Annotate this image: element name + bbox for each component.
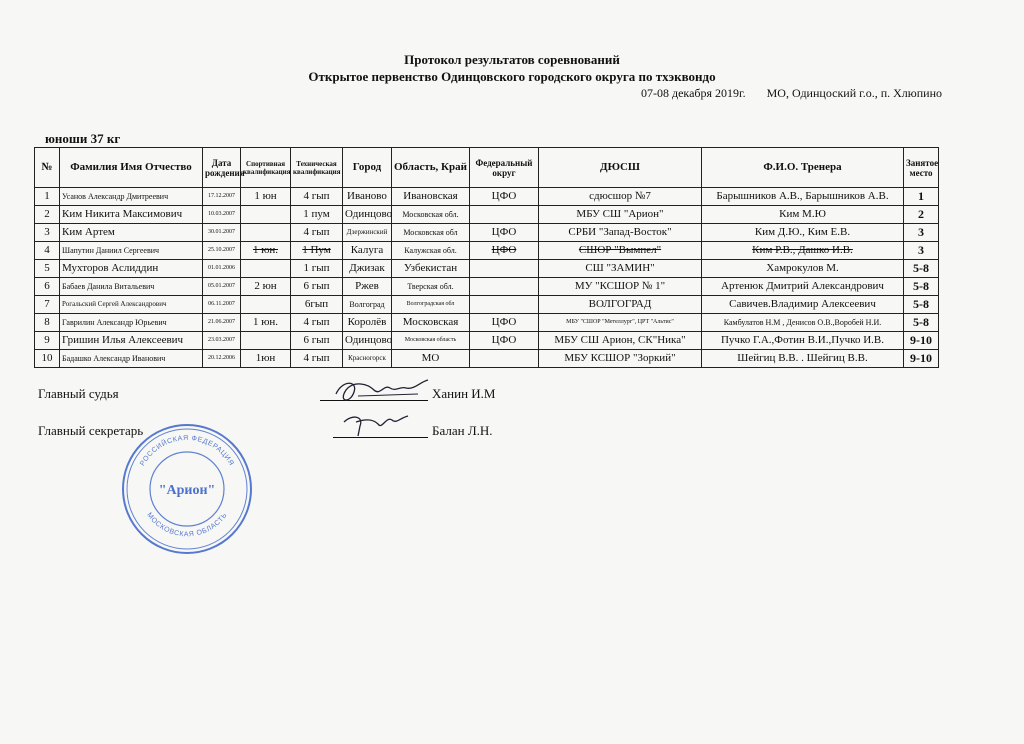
cell-tech-qual: 1 пум xyxy=(291,206,343,224)
cell-dob: 25.10.2007 xyxy=(203,242,241,260)
cell-school: МБУ СШ "Арион" xyxy=(539,206,702,224)
cell-place: 3 xyxy=(904,242,939,260)
cell-place: 9-10 xyxy=(904,350,939,368)
cell-city: Волгоград xyxy=(343,296,392,314)
cell-city: Королёв xyxy=(343,314,392,332)
col-header-dob: Дата рождения xyxy=(203,148,241,188)
cell-coach: Ким М.Ю xyxy=(702,206,904,224)
cell-number: 7 xyxy=(35,296,60,314)
cell-number: 8 xyxy=(35,314,60,332)
weight-category: юноши 37 кг xyxy=(45,131,121,146)
cell-coach: Пучко Г.А.,Фотин В.И.,Пучко И.В. xyxy=(702,332,904,350)
cell-number: 5 xyxy=(35,260,60,278)
judge-label: Главный судья xyxy=(38,386,119,401)
cell-region: МО xyxy=(392,350,470,368)
event-date: 07-08 декабря 2019г. xyxy=(641,86,746,100)
cell-district-text: ЦФО xyxy=(491,244,517,256)
cell-region: Калужская обл. xyxy=(392,242,470,260)
col-header-school: ДЮСШ xyxy=(539,148,702,188)
cell-sport-qual xyxy=(241,260,291,278)
cell-school: МБУ КСШОР "Зоркий" xyxy=(539,350,702,368)
cell-name: Шапутин Даниил Сергеевич xyxy=(60,242,203,260)
col-header-place: Занятое место xyxy=(904,148,939,188)
cell-number: 2 xyxy=(35,206,60,224)
cell-name: Гришин Илья Алексеевич xyxy=(60,332,203,350)
table-row xyxy=(35,260,939,278)
cell-school xyxy=(539,242,702,260)
table-row xyxy=(35,332,939,350)
cell-sport-qual xyxy=(241,332,291,350)
cell-region: Московская область xyxy=(392,332,470,350)
table-row xyxy=(35,224,939,242)
document-title: Протокол результатов соревнований xyxy=(404,52,620,67)
cell-city: Красногорск xyxy=(343,350,392,368)
table-row xyxy=(35,206,939,224)
cell-coach: Ким Д.Ю., Ким Е.В. xyxy=(702,224,904,242)
cell-tech-qual: 4 гып xyxy=(291,314,343,332)
cell-name: Ким Артем xyxy=(60,224,203,242)
cell-number: 3 xyxy=(35,224,60,242)
cell-number: 10 xyxy=(35,350,60,368)
cell-tech-qual: 6 гып xyxy=(291,278,343,296)
cell-coach: Камбулатов Н.М , Денисов О.В.,Воробей Н.И. xyxy=(702,314,904,332)
cell-school: МБУ СШ Арион, СК"Ника" xyxy=(539,332,702,350)
stamp-center-text: "Арион" xyxy=(158,483,216,498)
cell-city: Калуга xyxy=(343,242,392,260)
cell-region: Ивановская xyxy=(392,188,470,206)
col-header-name: Фамилия Имя Отчество xyxy=(60,148,203,188)
cell-place: 5-8 xyxy=(904,296,939,314)
cell-district xyxy=(470,350,539,368)
cell-name: Ким Никита Максимович xyxy=(60,206,203,224)
svg-text:МОСКОВСКАЯ ОБЛАСТЬ xyxy=(145,512,229,539)
col-header-sport-qual: Спортивная квалификация xyxy=(241,148,291,188)
col-header-district: Федеральный округ xyxy=(470,148,539,188)
results-table xyxy=(34,147,939,368)
cell-name: Гаврилин Александр Юрьевич xyxy=(60,314,203,332)
col-header-tech-qual: Техническая квалификация xyxy=(291,148,343,188)
cell-city: Иваново xyxy=(343,188,392,206)
cell-region: Московская обл. xyxy=(392,206,470,224)
cell-region: Узбекистан xyxy=(392,260,470,278)
cell-region: Московская xyxy=(392,314,470,332)
cell-city: Ржев xyxy=(343,278,392,296)
cell-sport-qual xyxy=(241,224,291,242)
table-row xyxy=(35,314,939,332)
date-place-line xyxy=(641,86,942,101)
cell-tech-qual: 6гып xyxy=(291,296,343,314)
cell-coach: Артенюк Дмитрий Александрович xyxy=(702,278,904,296)
cell-dob: 21.06.2007 xyxy=(203,314,241,332)
table-row xyxy=(35,242,939,260)
cell-sport-qual-text: 1 юн. xyxy=(252,244,279,256)
cell-district: ЦФО xyxy=(470,332,539,350)
judge-name: Ханин И.М xyxy=(432,386,496,401)
cell-place: 9-10 xyxy=(904,332,939,350)
cell-tech-qual: 4 гып xyxy=(291,188,343,206)
cell-place: 3 xyxy=(904,224,939,242)
cell-dob: 01.01.2006 xyxy=(203,260,241,278)
cell-district: ЦФО xyxy=(470,224,539,242)
cell-number: 4 xyxy=(35,242,60,260)
cell-coach xyxy=(702,242,904,260)
cell-name: Усанов Александр Дмитреевич xyxy=(60,188,203,206)
cell-sport-qual xyxy=(241,242,291,260)
cell-dob: 05.01.2007 xyxy=(203,278,241,296)
table-header-row xyxy=(35,148,939,188)
cell-number: 9 xyxy=(35,332,60,350)
cell-tech-qual: 4 гып xyxy=(291,224,343,242)
svg-text:РОССИЙСКАЯ ФЕДЕРАЦИЯ xyxy=(139,435,235,467)
cell-school: сдюсшор №7 xyxy=(539,188,702,206)
cell-coach: Барышников А.В., Барышников А.В. xyxy=(702,188,904,206)
cell-number: 1 xyxy=(35,188,60,206)
cell-school-text: СШОР "Вымпел" xyxy=(578,244,662,256)
event-place: МО, Одинцоский г.о., п. Хлюпино xyxy=(766,86,942,100)
cell-name: Бадашко Александр Иванович xyxy=(60,350,203,368)
cell-city: Дзержинский xyxy=(343,224,392,242)
cell-place: 2 xyxy=(904,206,939,224)
cell-district xyxy=(470,242,539,260)
cell-tech-qual: 4 гып xyxy=(291,350,343,368)
cell-school: СРБИ "Запад-Восток" xyxy=(539,224,702,242)
table-row xyxy=(35,296,939,314)
cell-coach-text: Ким Р.В., Дашко И.В. xyxy=(752,244,853,256)
cell-sport-qual xyxy=(241,206,291,224)
secretary-label: Главный секретарь xyxy=(38,423,144,438)
cell-sport-qual: 2 юн xyxy=(241,278,291,296)
cell-dob: 20.12.2006 xyxy=(203,350,241,368)
cell-name: Мухторов Аслиддин xyxy=(60,260,203,278)
cell-district: ЦФО xyxy=(470,188,539,206)
cell-sport-qual xyxy=(241,296,291,314)
cell-district xyxy=(470,278,539,296)
cell-place: 5-8 xyxy=(904,260,939,278)
cell-coach: Хамрокулов М. xyxy=(702,260,904,278)
cell-dob: 06.11.2007 xyxy=(203,296,241,314)
cell-region: Волгоградская обл xyxy=(392,296,470,314)
cell-tech-qual-text: 1 Пум xyxy=(302,244,331,256)
cell-name: Бабаев Данила Витальевич xyxy=(60,278,203,296)
cell-tech-qual xyxy=(291,242,343,260)
cell-dob: 10.03.2007 xyxy=(203,206,241,224)
cell-sport-qual: 1юн xyxy=(241,350,291,368)
cell-district: ЦФО xyxy=(470,314,539,332)
cell-region: Тверская обл. xyxy=(392,278,470,296)
judge-signature-scribble xyxy=(328,376,438,406)
cell-place: 5-8 xyxy=(904,278,939,296)
col-header-city: Город xyxy=(343,148,392,188)
cell-sport-qual: 1 юн. xyxy=(241,314,291,332)
secretary-name: Балан Л.Н. xyxy=(432,423,493,438)
cell-district xyxy=(470,260,539,278)
cell-school: МУ "КСШОР № 1" xyxy=(539,278,702,296)
table-row xyxy=(35,350,939,368)
cell-dob: 17.12.2007 xyxy=(203,188,241,206)
col-header-number: № xyxy=(35,148,60,188)
cell-place: 1 xyxy=(904,188,939,206)
cell-city: Джизак xyxy=(343,260,392,278)
organization-stamp xyxy=(120,422,254,556)
secretary-signature-scribble xyxy=(338,410,418,440)
stamp-ring-top-text: РОССИЙСКАЯ ФЕДЕРАЦИЯ xyxy=(139,434,235,468)
cell-tech-qual: 6 гып xyxy=(291,332,343,350)
cell-number: 6 xyxy=(35,278,60,296)
cell-dob: 23.03.2007 xyxy=(203,332,241,350)
cell-district xyxy=(470,206,539,224)
document-subtitle: Открытое первенство Одинцовского городского округа по тхэквондо xyxy=(308,69,716,84)
table-row xyxy=(35,278,939,296)
cell-school: СШ "ЗАМИН" xyxy=(539,260,702,278)
cell-city: Одинцово xyxy=(343,332,392,350)
cell-place: 5-8 xyxy=(904,314,939,332)
cell-sport-qual: 1 юн xyxy=(241,188,291,206)
cell-coach: Шейгиц В.В. . Шейгиц В.В. xyxy=(702,350,904,368)
col-header-coach: Ф.И.О. Тренера xyxy=(702,148,904,188)
cell-coach: Савичев.Владимир Алексеевич xyxy=(702,296,904,314)
cell-school: ВОЛГОГРАД xyxy=(539,296,702,314)
table-row xyxy=(35,188,939,206)
cell-school: МБУ "СШОР "Метеллург", ЦРТ "Альтис" xyxy=(539,314,702,332)
cell-name: Рогальский Сергей Александрович xyxy=(60,296,203,314)
cell-district xyxy=(470,296,539,314)
cell-dob: 30.01.2007 xyxy=(203,224,241,242)
cell-tech-qual: 1 гып xyxy=(291,260,343,278)
col-header-region: Область, Край xyxy=(392,148,470,188)
cell-region: Московская обл xyxy=(392,224,470,242)
cell-city: Одинцово xyxy=(343,206,392,224)
stamp-ring-bottom-text: МОСКОВСКАЯ ОБЛАСТЬ xyxy=(145,511,229,539)
